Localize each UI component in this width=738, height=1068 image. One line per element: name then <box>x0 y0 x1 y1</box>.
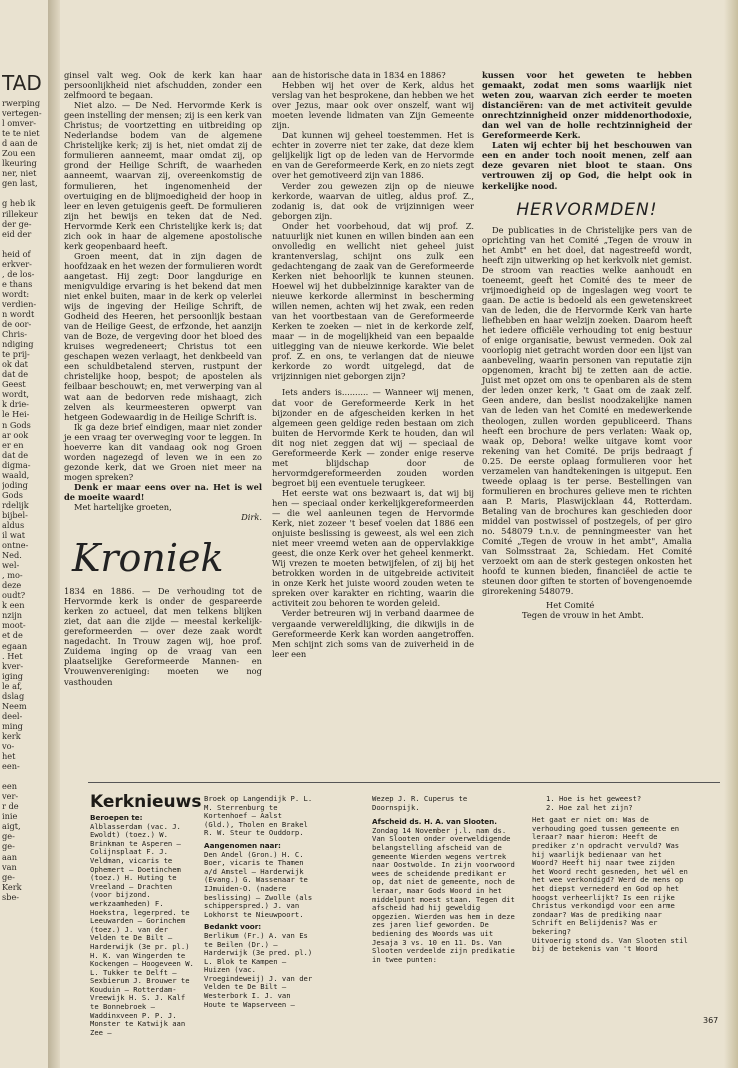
fragment-line: der ge- <box>2 218 32 229</box>
sermon-point: 1. Hoe is het geweest? <box>546 794 642 803</box>
fragment-line: er en <box>2 439 24 450</box>
fragment-line: vo- <box>2 741 15 751</box>
fragment-line: le af, <box>2 680 23 691</box>
news-text: Uitvoerig stond ds. Van Slooten stil bij de betekenis van 't Woord <box>532 935 688 954</box>
paragraph: Iets anders is.......... — Wanneer wij menen, dat voor de Gereformeerde Kerk in het bijzonder en de afgescheiden kerken in het algemeen geen geldige reden bestaan om zich buiten de Hervormde Kerk te houden, dan wil dit nog niet zeggen dat wij — speciaal de Gereformeerde Kerk — zonder enige reserve met blijdschap door de hervormdgereformeerden zouden worden begroet bij een eventuele terugkeer. <box>272 387 474 488</box>
committee-signature: Het Comité <box>546 600 595 611</box>
kerknieuws-heading: Kerknieuws <box>90 792 202 812</box>
fragment-line: eid der <box>2 228 32 239</box>
fragment-line: , mo- <box>2 570 23 581</box>
fragment-line: ge- <box>2 871 15 882</box>
kroniek-heading: Kroniek <box>72 536 224 581</box>
fragment-line: aan <box>2 851 18 862</box>
subheading: Bedankt voor: <box>204 922 262 932</box>
fragment-line: te te niet <box>2 128 40 139</box>
fragment-line: Neem <box>2 700 27 711</box>
fragment-line: et de <box>2 630 23 641</box>
fragment-line: wordt: <box>2 288 30 299</box>
paragraph: Verder zou gewezen zijn op de nieuwe kerkorde, waarvan de uitleg, aldus prof. Z., zodanig is, dat ook de vrijzinnigen weer geborgen zijn. <box>272 180 474 221</box>
fragment-line: k een <box>2 600 25 611</box>
fragment-line: van <box>2 861 17 872</box>
subheading: Afscheid ds. H. A. van Slooten. <box>372 817 497 827</box>
fragment-line <box>2 188 46 198</box>
fragment-line: deel- <box>2 710 23 721</box>
fragment-line: l omver- <box>2 118 37 129</box>
fragment-line: de oor- <box>2 319 32 330</box>
fragment-line: ar ook <box>2 429 29 440</box>
paragraph: Denk er maar eens over na. Het is wel de moeite waard! <box>64 481 262 502</box>
page-edge <box>724 0 738 1068</box>
page-gutter <box>48 0 60 1068</box>
subheading: Beroepen te: <box>90 813 143 822</box>
fragment-line: inie <box>2 811 18 822</box>
fragment-line: r de <box>2 801 19 812</box>
news-text: Den Andel (Gron.) H. C. Boer, vicaris te Thamen a/d Amstel — Harderwijk (Evang.) G. Wassenaar te IJmuiden-O. (nadere beslissing) — Zwolle (als schipperspred.) J. van Lokhorst te Nieuwpoort. <box>204 849 313 919</box>
fragment-line: erkver- <box>2 258 32 269</box>
fragment-line: digma- <box>2 459 31 470</box>
news-text: Het gaat er niet om: Was de verhouding goed tussen gemeente en leraar? maar hierom: Heeft de prediker z'n opdracht vervuld? Was hij waarlijk bedienaar van het Woord? Heeft hij naar twee zijden het Woord recht gesneden, het wél en het wee verkondigd? Werd de mens op het diepst vernederd en God op het hoogst verheerlijkt? Is een rijke Christus verkondigd voor een arme zondaar? Was de prediking naar Schrift en Belijdenis? Was er bekering? <box>532 815 688 936</box>
news-text: Wezep J. R. Cuperus te Doornspijk. <box>372 794 468 812</box>
page-number: 367 <box>703 1016 719 1025</box>
news-text: Alblasserdam (vac. J. Ewoldt) (toez.) W. Brinkman te Asperen — Colijnsplaat F. J. Veldman, vicaris te Ophemert — Doetinchem (toez.) H. Huting te Vreeland — Drachten (voor bijzond. werkzaamheden) F. Hoekstra, legerpred. te Leeuwarden — Gorinchem (toez.) J. van der Velden te De Bilt — Harderwijk (3e pr. pl.) H. K. van Wingerden te Kockengen — Hoogeveen W. L. Tukker te Delft — Sexbierum J. Brouwer te Kouduin — Rotterdam-Vreewijk H. S. J. Kalf te Bonnebroek — Waddinxveen P. P. J. Monster te Katwijk aan Zee — <box>90 821 194 1037</box>
fragment-line: Ned. <box>2 550 22 561</box>
fragment-line: een- <box>2 761 20 772</box>
kerknieuws-column-4 <box>532 795 692 954</box>
fragment-line: e thans <box>2 278 33 289</box>
fragment-line: nzijn <box>2 610 23 621</box>
fragment-line: aigt, <box>2 821 21 832</box>
fragment-line: ndiging <box>2 339 34 350</box>
fragment-line: gen last, <box>2 178 38 189</box>
fragment-line: rwerping <box>2 98 41 108</box>
fragment-line: dat de <box>2 369 29 380</box>
fragment-line: oudt? <box>2 590 26 601</box>
news-text: Zondag 14 November j.l. nam ds. Van Slooten onder overweldigende belangstelling afscheid van de gemeente Wierden wegens vertrek naar Oostwolde. In zijn voorwoord wees de scheidende predikant er op, dat niet de gemeente, noch de leraar, maar Gods Woord in het middelpunt moest staan. Tegen dit afscheid had hij geweldig opgezien. Wierden was hem in deze zes jaren lief geworden. De bediening des Woords was uit Jesaja 3 vs. 10 en 11. Ds. Van Slooten verdeelde zijn predikatie in twee punten: <box>372 825 515 964</box>
news-text: Broek op Langendijk P. L. M. Sterrenburg te Kortenhoef — Aalst (Gld.), Tholen en Brakel R. W. Steur te Ouddorp. <box>204 794 313 838</box>
column-2 <box>272 70 474 659</box>
fragment-line: bijbel- <box>2 509 28 520</box>
fragment-line: rdelijk <box>2 499 29 510</box>
column-1 <box>64 70 262 687</box>
fragment-line: n wordt <box>2 308 35 319</box>
fragment-line: waald, <box>2 469 30 480</box>
paragraph: Laten wij echter bij het beschouwen van een en ander toch nooit menen, zelf aan deze gevaren niet bloot te staan. Ons vertrouwen zij op God, die helpt ook in kerkelijke nood. <box>482 140 692 191</box>
news-text: Berlikum (Fr.) A. van Es te Beilen (Dr.) — Harderwijk (3e pred. pl.) L. Blok te Kampen — Huizen (vac. Vroegindeweij) J. van der Velden te De Bilt — Westerbork I. J. van Houte te Wapserveen — <box>204 930 313 1009</box>
fragment-line: joding <box>2 479 28 490</box>
fragment-line: heid of <box>2 248 31 259</box>
section-divider <box>88 782 720 783</box>
left-page-fragment <box>2 72 46 902</box>
fragment-line: egaan <box>2 640 28 651</box>
column-3 <box>482 70 692 620</box>
hervormden-heading: HERVORMDEN! <box>516 199 658 220</box>
signature: Dirk. <box>241 512 262 523</box>
committee-name: Tegen de vrouw in het Ambt. <box>522 610 644 621</box>
paragraph: Onder het voorbehoud, dat wij prof. Z. natuurlijk niet kunen en willen binden aan een onvolledig en wellicht niet geheel juist krantenverslag, schijnt ons zulk een gedachtengang de zaak van de Gereformeerde Kerken niet behoorlijk te kunnen steunen. Hoewel wij het dubbelzinnige karakter van de nieuwe kerkorde allerminst in bescherming willen nemen, achten wij het zwak, een reden van het voortbestaan van de Gereformeerde Kerken te zoeken — niet in de kerkorde zelf, maar — in de mogelijkheid van een bepaalde uitlegging van de nieuwe kerkorde. Wie belet prof. Z. en ons, te verlangen dat de nieuwe kerkorde zo wordt uitgelegd, dat de vrijzinnigen niet geborgen zijn? <box>272 220 474 382</box>
fragment-line: te prij- <box>2 349 30 360</box>
fragment-line: k drie- <box>2 399 29 410</box>
fragment-line: sbe- <box>2 891 20 902</box>
fragment-line: lkeuring <box>2 158 37 169</box>
fragment-line: g heb ik <box>2 198 36 209</box>
fragment-line <box>2 239 46 249</box>
paragraph: Dat kunnen wij geheel toestemmen. Het is echter in zoverre niet ter zake, dat deze klem gelijkelijk ligt op de leden van de Hervormde en van de Gereformeerde Kerk, en zo niets zegt over het gemotiveerd zijn van 1886. <box>272 130 474 181</box>
fragment-line: Kerk <box>2 881 22 892</box>
fragment-line: kerk <box>2 730 21 741</box>
paragraph: Niet alzo. — De Ned. Hervormde Kerk is geen instelling der mensen; zij is een kerk van Christus; de voortzetting en uitbreiding op Nederlandse bodem van de algemene Christelijke kerk; zij is het, niet omdat zij de formulieren aanneemt, maar omdat zij, op grond der Heilige Schrift, de waarheden aanneemt, waarvan zij, overeenkomstig de formulieren, het ingenomenheid der overtuiging en de blijmoedigheid der hoop in leer en leven getuigenis geeft. De formulieren zijn het bewijs en teken dat de Ned. Hervormde Kerk een Christelijke kerk is; dat zich ook in haar de algemene apostolische kerk geopenbaard heeft. <box>64 100 262 251</box>
fragment-line: n Gods <box>2 419 31 430</box>
paragraph: Het eerste wat ons bezwaart is, dat wij bij hen — speciaal onder kerkelijkgereformeerden — die wel aanleunen tegen de Hervormde Kerk, niet zozeer 't besef voelen dat 1886 een onjuiste beslissing is geweest, als wel een zich niet meer vreemd weten aan de oppervlakkige geest, die onze Kerk over het geheel kenmerkt. Wij vrezen te moeten betwijfelen, of zij bij het betrokken worden in de uitgebreide activiteit in onze Kerk het juiste woord zouden weten te spreken over karakter en richting, waarin die activiteit zou behoren te worden geleid. <box>272 487 474 609</box>
fragment-line: dslag <box>2 690 25 701</box>
paragraph: ginsel valt weg. Ook de kerk kan haar persoonlijkheid niet afschudden, zonder een zelfmoord te begaan. <box>64 70 262 101</box>
paragraph: De publicaties in de Christelijke pers van de oprichting van het Comité „Tegen de vrouw in het Ambt" en het doel, dat nagestreefd wordt, heeft zijn uitwerking op het kerkvolk niet gemist. De stroom van reacties welke aanhoudt en toeneemt, geeft het Comité des te meer de vrijmoedigheid op de ingeslagen weg voort te gaan. De actie is bedoeld als een gewetenskreet van de leden, die de Hervormde Kerk van harte liefhebben en haar welzijn zoeken. Daarom heeft het iedere officiële verhouding tot enig bestuur of enige organisatie, bewust vermeden. Ook zal voorlopig niet getracht worden door een lijst van aanbeveling, waarin personen van reputatie zijn opgenomen, kracht bij te zetten aan de actie. Juist met opzet om ons te openbaren als de stem der leden onzer kerk, 't Gaat om de zaak zelf. Geen andere, dan beslist noodzakelijke namen van de leden van het Comité en medewerkende theologen, zullen worden gepubliceerd. Thans heeft een brochure de pers verlaten: Waak op, waak op, Debora! welke uitgave komt voor rekening van het Comité. De prijs bedraagt ƒ 0.25. De eerste oplaag formulieren voor het verzamelen van handtekeningen is uitgeput. Een tweede oplaag is ter perse. Bestellingen van formulieren en brochures gelieve men te richten aan P. Maris, Plaswijcklaan 44, Rotterdam. Betaling van de brochures kan geschieden door middel van postwissel of postzegels, of per giro no. 548079 t.n.v. de penningmeester van het Comité „Tegen de vrouw in het ambt", Amalia van Solmsstraat 2a, Schiedam. Het Comité verzoekt om aan de sterk gestegen onkosten het hoofd te kunnen bieden, financiëel de actie te steunen door giften te storten of bovengenoemde girorekening 548079. <box>482 224 692 597</box>
fragment-line: ming <box>2 720 23 731</box>
fragment-line: rillekeur <box>2 208 38 219</box>
paragraph: Hebben wij het over de Kerk, aldus het verslag van het besprokene, dan hebben we het over Jezus, maar ook over onszelf, want wij moeten levende lidmaten van Zijn Gemeente zijn. <box>272 80 474 131</box>
fragment-line: vertegen- <box>2 108 42 119</box>
kerknieuws-column-2 <box>204 795 314 1009</box>
fragment-line: wordt, <box>2 389 29 400</box>
left-page-title: TAD <box>2 72 42 95</box>
kerknieuws-column-1 <box>90 814 198 1037</box>
fragment-line: wel- <box>2 560 20 571</box>
fragment-line: verdien- <box>2 298 37 309</box>
paragraph: Ik ga deze brief eindigen, maar niet zonder je een vraag ter overweging voor te leggen. In hoeverre kan dit vandaag ook nog Groen worden nagezegd of leven we in een zo gezonde kerk, dat we Groen niet meer na mogen spreken? <box>64 421 262 482</box>
kroniek-paragraph: 1834 en 1886. — De verhouding tot de Hervormde kerk is onder de gespareerde kerken zo actueel, dat men telkens blijken ziet, dat aan die zijde — meestal kerkelijk-gereformeerden — over deze zaak wordt nagedacht. In Trouw zagen wij, hoe prof. Zuidema inging op de vraag van een plaatselijke Gereformeerde Mannen- en Vrouwenvereniging: moeten we nog vasthouden <box>64 586 262 687</box>
fragment-line: moot- <box>2 620 26 631</box>
fragment-line: , de los- <box>2 268 35 279</box>
fragment-line: Zou een <box>2 148 36 159</box>
fragment-line: d aan de <box>2 138 38 149</box>
fragment-line: aldus <box>2 519 25 530</box>
paragraph: Verder betreuren wij in verband daarmee de vergaande verwereldlijking, die dikwijls in de Gereformeerde Kerk kan worden aangetroffen. Men schijnt zich soms van de zuiverheid in de leer een <box>272 608 474 659</box>
subheading: Aangenomen naar: <box>204 840 281 850</box>
fragment-line: deze <box>2 580 22 591</box>
fragment-line: iging <box>2 670 23 681</box>
fragment-line <box>2 771 46 781</box>
paragraph: Groen meent, dat in zijn dagen de hoofdzaak en het wezen der formulieren wordt aangetast. Hij zegt: Door langdurige en menigvuldige ervaring is het bekend dat men niet enkel buiten, maar in de kerk op velerlei wijs de ingeving der Heilige Schrift, de Godheid des Heeren, het persoonlijk bestaan van de Heilige Geest, de erfzonde, het aanzijn van de Boze, de vergeving door het bloed des kruises wegredeneert; Christus tot een geschapen wezen verlaagt, het denkbeeld van een schuldbetalend sterven, rustpunt der christelijke hoop, bespot; de apostelen als feilbaar beschouwt; en, met verwerping van al wat aan de bedorven rede mishaagt, zich zelven als keurmeesteren opwerpt van hetgeen Godewaardig in de Heilige Schrift is. <box>64 250 262 422</box>
paragraph: aan de historische data in 1834 en 1886? <box>272 70 446 80</box>
fragment-line: kver- <box>2 660 24 671</box>
fragment-line: een <box>2 781 17 792</box>
fragment-line: ge- <box>2 841 15 852</box>
kerknieuws-column-3 <box>372 795 518 964</box>
sermon-point: 2. Hoe zal het zijn? <box>546 802 633 812</box>
fragment-line: ver- <box>2 791 19 802</box>
fragment-line: ontne- <box>2 540 29 551</box>
fragment-line: Geest <box>2 379 26 390</box>
fragment-line: het <box>2 751 16 762</box>
fragment-line: dat de <box>2 449 29 460</box>
fragment-line: Gods <box>2 489 23 500</box>
fragment-line: ge- <box>2 831 15 842</box>
fragment-line: ner, niet <box>2 168 37 179</box>
fragment-line: Chris- <box>2 329 28 340</box>
fragment-line: ok dat <box>2 359 28 370</box>
closing: Met hartelijke groeten, <box>74 502 172 513</box>
fragment-line: . Het <box>2 650 23 661</box>
fragment-line: le Hei- <box>2 409 30 420</box>
fragment-line: il wat <box>2 530 26 541</box>
paragraph: kussen voor het geweten te hebben gemaakt, zodat men soms waarlijk niet weten zou, waarvan zich eerder te moeten distanciëren: van de met activiteit gevulde onrechtzinnigheid onzer middenorthodoxie, dan wel van de holle rechtzinnigheid der Gereformeerde Kerk. <box>482 70 692 141</box>
